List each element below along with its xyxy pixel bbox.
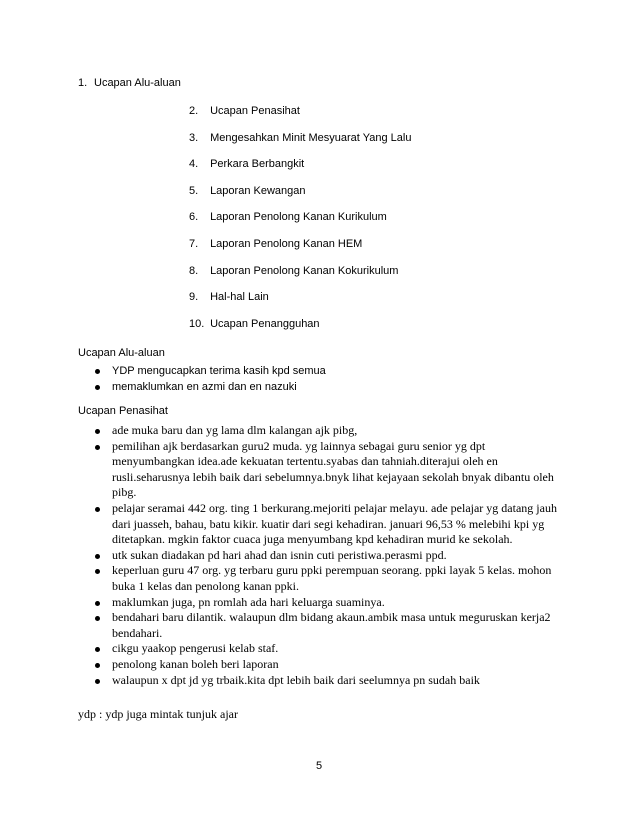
- agenda-item-label: Laporan Kewangan: [210, 184, 306, 197]
- agenda-item-label: Perkara Berbangkit: [210, 158, 305, 171]
- list-item-text: YDP mengucapkan terima kasih kpd semua: [112, 365, 326, 377]
- agenda-item: [189, 316, 411, 343]
- list-item-text: walaupun x dpt jd yg trbaik.kita dpt lebih baik dari seelumnya pn sudah baik: [112, 672, 480, 687]
- agenda-item: [189, 103, 411, 130]
- list-item: [78, 673, 558, 689]
- list-item-text: memaklumkan en azmi dan en nazuki: [112, 381, 297, 393]
- bullet-icon: [95, 647, 100, 652]
- agenda-item-label: Mengesahkan Minit Mesyuarat Yang Lalu: [210, 131, 412, 144]
- bullet-icon: [95, 601, 100, 606]
- agenda-item-number: 10.: [189, 317, 205, 330]
- list-item: [78, 610, 558, 641]
- agenda-item: [189, 289, 411, 316]
- list-item: [78, 548, 558, 564]
- agenda-item: [189, 263, 411, 290]
- bullet-icon: [95, 369, 100, 374]
- list-item-text: ade muka baru dan yg lama dlm kalangan ajk pibg,: [112, 423, 358, 437]
- list-item-text: keperluan guru 47 org. yg terbaru guru ppki perempuan seorang. ppki layak 5 kelas. mohon buka 1 kelas dan penolong kanan ppki.: [112, 563, 552, 593]
- list-item-text: pemilihan ajk berdasarkan guru2 muda. yg lainnya sebagai guru senior yg dpt menyumbangkan idea.ade kekuatan tertentu.syabas dan tahniah.diterajui oleh en rusli.seharusnya lebih baik dari sebelumnya.bnyk lihat kejayaan sekolah bnyak dibantu oleh pibg.: [112, 438, 554, 500]
- section-bullet-list: [78, 423, 558, 688]
- agenda-list: [189, 103, 411, 342]
- agenda-item-number: 3.: [189, 131, 199, 144]
- bullet-icon: [95, 616, 100, 621]
- bullet-icon: [95, 679, 100, 684]
- agenda-item-number: 2.: [189, 105, 199, 117]
- agenda-item-label: Laporan Penolong Kanan HEM: [210, 237, 363, 250]
- bullet-icon: [95, 663, 100, 668]
- section-heading-ucapan-alu-aluan: Ucapan Alu-aluan: [78, 347, 165, 359]
- list-item: [78, 501, 558, 548]
- agenda-item-label: Laporan Penolong Kanan Kokurikulum: [210, 264, 399, 277]
- agenda-item-number: 5.: [189, 184, 199, 197]
- agenda-item-number: 7.: [189, 237, 199, 250]
- bullet-icon: [95, 429, 100, 434]
- bullet-icon: [95, 385, 100, 390]
- list-item-text: bendahari baru dilantik. walaupun dlm bidang akaun.ambik masa untuk meguruskan kerja2 bendahari.: [112, 610, 551, 640]
- page-number: 5: [315, 760, 323, 772]
- agenda-item-number: 4.: [189, 158, 199, 171]
- agenda-item-1: [78, 77, 181, 89]
- agenda-item-number: 9.: [189, 291, 199, 304]
- list-item: [78, 363, 326, 379]
- agenda-item-label: Laporan Penolong Kanan Kurikulum: [210, 211, 387, 224]
- section-bullet-list: [78, 363, 326, 395]
- agenda-item-number: 8.: [189, 264, 199, 277]
- list-item: [78, 439, 558, 501]
- list-item-text: pelajar seramai 442 org. ting 1 berkurang.mejoriti pelajar melayu. ade pelajar yg datang jauh dari juasseh, bahau, batu kikir. kuatir dari segi kehadiran. januari 96,53 % melebihi kpi yg ditetapkan. mgkin faktor cuaca juga menyumbang kpd kehadiran murid ke sekolah.: [112, 500, 557, 547]
- bullet-icon: [95, 507, 100, 512]
- list-item: [78, 423, 558, 439]
- list-item: [78, 641, 558, 657]
- list-item: [78, 563, 558, 594]
- bullet-icon: [95, 445, 100, 450]
- agenda-item-number: 1.: [78, 77, 88, 89]
- list-item: [78, 595, 558, 611]
- agenda-item-label: Ucapan Penangguhan: [210, 317, 320, 330]
- footer-note: ydp : ydp juga mintak tunjuk ajar: [78, 707, 238, 721]
- list-item: [78, 657, 558, 673]
- list-item-text: maklumkan juga, pn romlah ada hari keluarga suaminya.: [112, 594, 385, 609]
- section-heading-ucapan-penasihat: Ucapan Penasihat: [78, 405, 168, 417]
- list-item-text: cikgu yaakop pengerusi kelab staf.: [112, 641, 279, 656]
- agenda-item-label: Ucapan Alu-aluan: [94, 77, 181, 89]
- agenda-item: [189, 236, 411, 263]
- list-item-text: utk sukan diadakan pd hari ahad dan isnin cuti peristiwa.perasmi ppd.: [112, 547, 447, 562]
- agenda-item: [189, 130, 411, 157]
- agenda-item-number: 6.: [189, 211, 199, 224]
- agenda-item: [189, 156, 411, 183]
- agenda-item: [189, 183, 411, 210]
- agenda-item: [189, 209, 411, 236]
- agenda-item-label: Hal-hal Lain: [210, 291, 269, 304]
- agenda-item-label: Ucapan Penasihat: [210, 105, 300, 117]
- list-item-text: penolong kanan boleh beri laporan: [112, 656, 279, 671]
- bullet-icon: [95, 554, 100, 559]
- list-item: [78, 379, 326, 395]
- bullet-icon: [95, 569, 100, 574]
